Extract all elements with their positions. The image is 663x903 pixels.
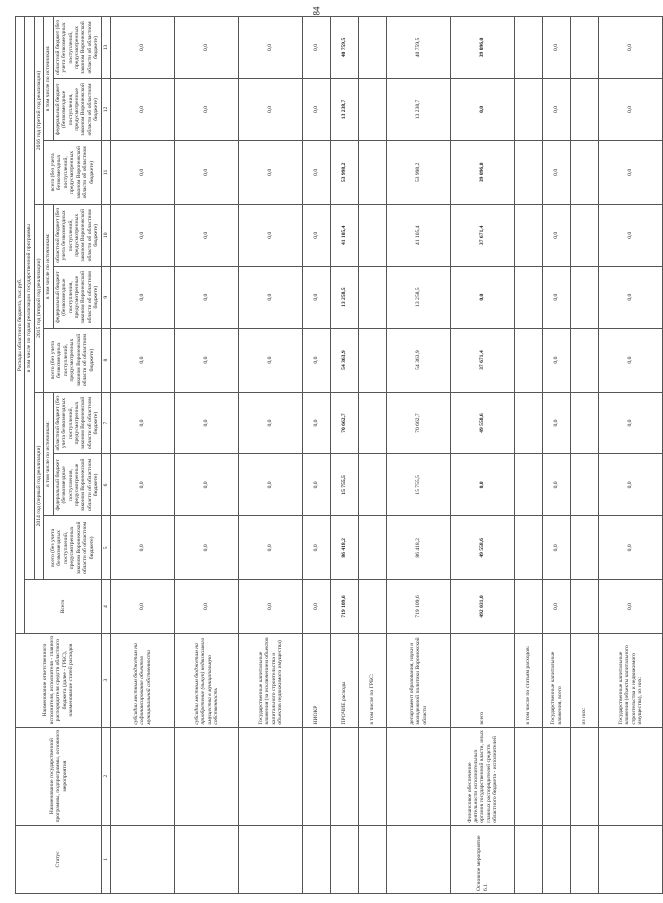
- value-cell: [359, 140, 387, 204]
- value-cell: [571, 78, 599, 140]
- value-cell: 0,0: [599, 580, 663, 633]
- header-federal-2015: федеральный бюджет (безвозмездные поступления, предусмотренные законом Воронежской области об областном бюджете): [53, 266, 101, 328]
- status-cell: [359, 825, 387, 893]
- value-cell: 0,0: [599, 516, 663, 580]
- column-number-cell: 6: [101, 454, 110, 516]
- value-cell: 0,0: [111, 516, 175, 580]
- program-name-cell: [387, 727, 451, 825]
- header-sources-2015: в том числе по источникам:: [44, 204, 53, 328]
- executor-cell: ПРОЧИЕ расходы: [331, 633, 359, 727]
- executor-cell: Государственные капитальные вложения (объекты капитального строительства и недвижимого имущества), из них:: [599, 633, 663, 727]
- executor-cell: в том числе по статьям расходов:: [515, 633, 543, 727]
- value-cell: 49 558,6: [451, 392, 515, 454]
- value-cell: [359, 204, 387, 266]
- value-cell: 0,0: [111, 78, 175, 140]
- value-cell: 0,0: [303, 516, 331, 580]
- value-cell: 0,0: [451, 454, 515, 516]
- value-cell: 37 671,4: [451, 328, 515, 392]
- value-cell: 0,0: [543, 516, 571, 580]
- value-cell: [515, 140, 543, 204]
- status-cell: [387, 825, 451, 893]
- table-row: [543, 17, 571, 894]
- status-cell: [571, 825, 599, 893]
- value-cell: 0,0: [111, 140, 175, 204]
- value-cell: 15 755,5: [387, 454, 451, 516]
- value-cell: 41 105,4: [331, 204, 359, 266]
- status-cell: [331, 825, 359, 893]
- value-cell: 0,0: [543, 392, 571, 454]
- value-cell: 86 418,2: [331, 516, 359, 580]
- value-cell: 0,0: [303, 392, 331, 454]
- value-cell: 70 662,7: [387, 392, 451, 454]
- value-cell: 0,0: [543, 580, 571, 633]
- value-cell: [515, 516, 543, 580]
- program-name-cell: [175, 727, 239, 825]
- value-cell: [515, 392, 543, 454]
- status-cell: [303, 825, 331, 893]
- value-cell: [359, 266, 387, 328]
- table-row: [599, 17, 663, 894]
- header-total: Всего: [25, 580, 101, 633]
- value-cell: 53 998,2: [331, 140, 359, 204]
- status-cell: [239, 825, 303, 893]
- value-cell: 0,0: [111, 328, 175, 392]
- status-cell: [515, 825, 543, 893]
- value-cell: 0,0: [175, 580, 239, 633]
- column-number-row: [101, 17, 110, 894]
- value-cell: 0,0: [599, 266, 663, 328]
- header-regional-2015: областной бюджет (без учета безвозмездных поступлений, предусмотренных законом Воронежской области об областном бюджете): [53, 204, 101, 266]
- value-cell: 0,0: [599, 140, 663, 204]
- executor-cell: Государственные капитальные вложения (за исключением объектов капитального строительства и объектов недвижимого имущества): [239, 633, 303, 727]
- value-cell: 0,0: [175, 140, 239, 204]
- status-cell: [599, 825, 663, 893]
- header-sources-2014: в том числе по источникам:: [44, 392, 53, 516]
- column-number-cell: 4: [101, 580, 110, 633]
- value-cell: 0,0: [111, 454, 175, 516]
- budget-table: [15, 16, 663, 894]
- header-year-2016: 2016 год (третий год реализации): [34, 17, 43, 205]
- value-cell: 0,0: [175, 17, 239, 79]
- value-cell: [359, 454, 387, 516]
- value-cell: 0,0: [303, 140, 331, 204]
- value-cell: 49 558,6: [451, 516, 515, 580]
- value-cell: 0,0: [543, 204, 571, 266]
- value-cell: 719 109,6: [387, 580, 451, 633]
- value-cell: 0,0: [543, 140, 571, 204]
- value-cell: 37 671,4: [451, 204, 515, 266]
- value-cell: 0,0: [303, 328, 331, 392]
- value-cell: 0,0: [175, 204, 239, 266]
- value-cell: 0,0: [239, 204, 303, 266]
- column-number-cell: 11: [101, 140, 110, 204]
- header-federal-2016: федеральный бюджет (безвозмездные поступления, предусмотренные законом Воронежской области об областном бюджете): [53, 78, 101, 140]
- value-cell: [359, 516, 387, 580]
- value-cell: 0,0: [175, 266, 239, 328]
- value-cell: 0,0: [239, 580, 303, 633]
- header-all-2014: всего (без учета безвозмездных поступлений, предусмотренных законом Воронежской области об областном бюджете): [44, 516, 101, 580]
- value-cell: 0,0: [599, 454, 663, 516]
- header-regional-2016: областной бюджет (без учета безвозмездных поступлений, предусмотренных законом Воронежской области об областном бюджете): [53, 17, 101, 79]
- value-cell: 0,0: [599, 204, 663, 266]
- value-cell: 54 363,9: [387, 328, 451, 392]
- executor-cell: Государственные капитальные вложения, всего: [543, 633, 571, 727]
- value-cell: [359, 17, 387, 79]
- column-number-cell: 5: [101, 516, 110, 580]
- header-status: Статус: [16, 825, 102, 893]
- table-row: [175, 17, 239, 894]
- value-cell: 0,0: [303, 580, 331, 633]
- table-row: [451, 17, 515, 894]
- executor-cell: субсидии местным бюджетам на приобретение (выкуп) недвижимого имущества в муниципальную собственность: [175, 633, 239, 727]
- value-cell: [571, 392, 599, 454]
- header-sources-2016: в том числе по источникам:: [44, 17, 53, 141]
- header-program-name: Наименование государственной программы, подпрограммы, основного мероприятия: [16, 727, 102, 825]
- value-cell: 0,0: [599, 17, 663, 79]
- table-row: [239, 17, 303, 894]
- column-number-cell: 10: [101, 204, 110, 266]
- column-number-cell: 2: [101, 727, 110, 825]
- value-cell: 70 662,7: [331, 392, 359, 454]
- rotated-budget-table: [15, 16, 643, 894]
- program-name-cell: [303, 727, 331, 825]
- value-cell: 0,0: [175, 78, 239, 140]
- value-cell: 15 755,5: [331, 454, 359, 516]
- value-cell: 719 109,6: [331, 580, 359, 633]
- value-cell: 0,0: [599, 78, 663, 140]
- value-cell: 0,0: [111, 580, 175, 633]
- table-row: [387, 17, 451, 894]
- value-cell: [359, 580, 387, 633]
- value-cell: 40 759,5: [387, 17, 451, 79]
- header-federal-2014: федеральный бюджет (безвозмездные поступления, предусмотренные законом Воронежской области об областном бюджете): [53, 454, 101, 516]
- value-cell: 39 096,0: [451, 17, 515, 79]
- value-cell: 0,0: [543, 17, 571, 79]
- value-cell: 39 096,0: [451, 140, 515, 204]
- value-cell: 0,0: [543, 454, 571, 516]
- value-cell: 0,0: [303, 266, 331, 328]
- status-cell: [543, 825, 571, 893]
- value-cell: [515, 454, 543, 516]
- value-cell: 0,0: [303, 204, 331, 266]
- value-cell: 0,0: [303, 78, 331, 140]
- value-cell: 0,0: [239, 78, 303, 140]
- column-number-cell: 13: [101, 17, 110, 79]
- value-cell: 0,0: [543, 266, 571, 328]
- value-cell: 13 258,5: [331, 266, 359, 328]
- status-cell: Основное мероприятие 6.1: [451, 825, 515, 893]
- value-cell: 0,0: [543, 78, 571, 140]
- page-number: 84: [311, 6, 322, 16]
- table-row: [111, 17, 175, 894]
- program-name-cell: Финансовое обеспечение деятельности исполнительных органов государственной власти, иных главных распорядителей средств областного бюджета - исполнителей: [451, 727, 515, 825]
- column-number-cell: 8: [101, 328, 110, 392]
- value-cell: 53 998,2: [387, 140, 451, 204]
- value-cell: 0,0: [239, 454, 303, 516]
- header-all-2015: всего (без учета безвозмездных поступлений, предусмотренных законом Воронежской области об областном бюджете): [44, 328, 101, 392]
- value-cell: 13 258,5: [387, 266, 451, 328]
- value-cell: 0,0: [175, 328, 239, 392]
- value-cell: 0,0: [451, 266, 515, 328]
- status-cell: [111, 825, 175, 893]
- header-regional-2014: областной бюджет (без учета безвозмездных поступлений, предусмотренных законом Воронежской области об областном бюджете): [53, 392, 101, 454]
- program-name-cell: [359, 727, 387, 825]
- executor-cell: всего: [451, 633, 515, 727]
- executor-cell: НИОКР: [303, 633, 331, 727]
- value-cell: [571, 454, 599, 516]
- value-cell: [571, 580, 599, 633]
- header-by-years: в том числе по годам реализации государственной программы: [25, 17, 34, 580]
- value-cell: 0,0: [111, 17, 175, 79]
- table-row: [515, 17, 543, 894]
- value-cell: 0,0: [239, 17, 303, 79]
- program-name-cell: [111, 727, 175, 825]
- value-cell: [515, 78, 543, 140]
- value-cell: [571, 516, 599, 580]
- value-cell: [359, 392, 387, 454]
- value-cell: [515, 328, 543, 392]
- header-year-2014: 2014 год (первый год реализации): [34, 392, 43, 580]
- program-name-cell: [571, 727, 599, 825]
- column-number-cell: 1: [101, 825, 110, 893]
- value-cell: 0,0: [303, 454, 331, 516]
- value-cell: 492 031,0: [451, 580, 515, 633]
- value-cell: 0,0: [239, 266, 303, 328]
- column-number-cell: 3: [101, 633, 110, 727]
- value-cell: 0,0: [111, 204, 175, 266]
- program-name-cell: [515, 727, 543, 825]
- value-cell: [571, 17, 599, 79]
- header-row-1: [16, 17, 25, 894]
- header-year-2015: 2015 год (второй год реализации): [34, 204, 43, 392]
- executor-cell: департамент образования, науки и молодежной политики Воронежской области: [387, 633, 451, 727]
- program-name-cell: [543, 727, 571, 825]
- value-cell: 0,0: [599, 328, 663, 392]
- column-number-cell: 7: [101, 392, 110, 454]
- value-cell: [515, 580, 543, 633]
- value-cell: 0,0: [239, 140, 303, 204]
- value-cell: 0,0: [175, 392, 239, 454]
- value-cell: [571, 140, 599, 204]
- value-cell: 0,0: [451, 78, 515, 140]
- program-name-cell: [599, 727, 663, 825]
- header-all-2016: всего (без учета безвозмездных поступлений, предусмотренных законом Воронежской области об областном бюджете): [44, 140, 101, 204]
- value-cell: [515, 17, 543, 79]
- status-cell: [175, 825, 239, 893]
- table-row: [331, 17, 359, 894]
- value-cell: [515, 204, 543, 266]
- value-cell: 0,0: [175, 516, 239, 580]
- value-cell: 0,0: [239, 328, 303, 392]
- value-cell: 13 238,7: [331, 78, 359, 140]
- value-cell: [359, 78, 387, 140]
- value-cell: [571, 204, 599, 266]
- executor-cell: в том числе по ГРБС:: [359, 633, 387, 727]
- value-cell: 0,0: [175, 454, 239, 516]
- header-executor: Наименование ответственного исполнителя, исполнителя - главного распорядителя средств областного бюджета (далее - ГРБС), наименование статей расходов: [16, 633, 102, 727]
- executor-cell: из них:: [571, 633, 599, 727]
- value-cell: 0,0: [111, 266, 175, 328]
- program-name-cell: [239, 727, 303, 825]
- value-cell: [359, 328, 387, 392]
- value-cell: 41 105,4: [387, 204, 451, 266]
- table-row: [571, 17, 599, 894]
- value-cell: 0,0: [239, 392, 303, 454]
- program-name-cell: [331, 727, 359, 825]
- value-cell: 0,0: [239, 516, 303, 580]
- header-expenses: Расходы областного бюджета, тыс.руб.: [16, 17, 25, 634]
- value-cell: [571, 266, 599, 328]
- table-row: [359, 17, 387, 894]
- value-cell: 54 363,9: [331, 328, 359, 392]
- column-number-cell: 12: [101, 78, 110, 140]
- value-cell: 0,0: [599, 392, 663, 454]
- column-number-cell: 9: [101, 266, 110, 328]
- value-cell: [515, 266, 543, 328]
- value-cell: 86 418,2: [387, 516, 451, 580]
- value-cell: [571, 328, 599, 392]
- table-row: [303, 17, 331, 894]
- value-cell: 0,0: [543, 328, 571, 392]
- value-cell: 0,0: [111, 392, 175, 454]
- value-cell: 13 238,7: [387, 78, 451, 140]
- executor-cell: субсидии местным бюджетам на софинансирование объектов муниципальной собственности: [111, 633, 175, 727]
- value-cell: 0,0: [303, 17, 331, 79]
- value-cell: 40 759,5: [331, 17, 359, 79]
